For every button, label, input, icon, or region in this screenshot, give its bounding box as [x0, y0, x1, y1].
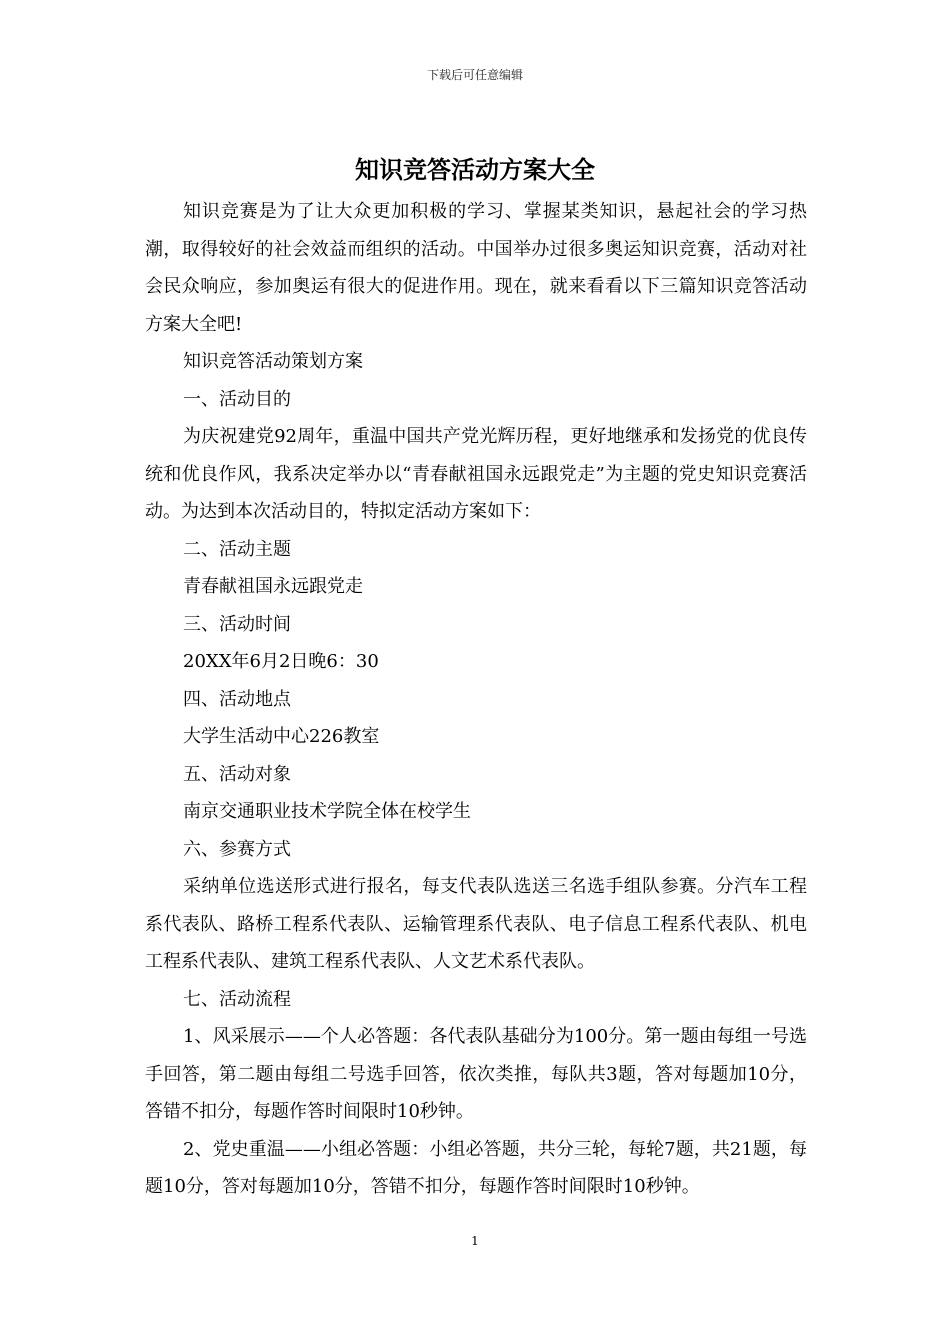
heading-purpose: 一、活动目的	[183, 388, 291, 410]
heading-theme: 二、活动主题	[183, 538, 291, 560]
audience-paragraph: 南京交通职业技术学院全体在校学生	[183, 801, 471, 822]
process-step-1-paragraph: 1、风采展示——个人必答题：各代表队基础分为100分。第一题由每组一号选手回答，第二题由每组二号选手回答，依次类推，每队共3题，答对每题加10分，答错不扣分，每题作答时间限时10秒钟。	[145, 1026, 807, 1122]
heading-audience: 五、活动对象	[183, 763, 291, 785]
heading-time: 三、活动时间	[183, 613, 291, 635]
purpose-paragraph: 为庆祝建党92周年，重温中国共产党光辉历程，更好地继承和发扬党的优良传统和优良作风，我系决定举办以“青春献祖国永远跟党走”为主题的党史知识竞赛活动。为达到本次活动目的，特拟定活动方案如下：	[145, 426, 807, 522]
participation-paragraph: 采纳单位选送形式进行报名，每支代表队选送三名选手组队参赛。分汽车工程系代表队、路桥工程系代表队、运输管理系代表队、电子信息工程系代表队、机电工程系代表队、建筑工程系代表队、人文艺术系代表队。	[145, 876, 807, 972]
heading-participation: 六、参赛方式	[183, 838, 291, 860]
document-title: 知识竞答活动方案大全	[355, 155, 595, 184]
page-header-note: 下载后可任意编辑	[426, 68, 523, 82]
heading-process: 七、活动流程	[183, 988, 291, 1010]
location-paragraph: 大学生活动中心226教室	[183, 726, 380, 747]
section-plan-title: 知识竞答活动策划方案	[183, 351, 363, 372]
time-paragraph: 20XX年6月2日晚6：30	[183, 651, 379, 672]
heading-location: 四、活动地点	[183, 688, 291, 710]
document-body	[145, 193, 807, 1206]
process-step-2-paragraph: 2、党史重温——小组必答题：小组必答题，共分三轮，每轮7题，共21题，每题10分，答对每题加10分，答错不扣分，每题作答时间限时10秒钟。	[145, 1138, 807, 1197]
intro-paragraph: 知识竞赛是为了让大众更加积极的学习、掌握某类知识，悬起社会的学习热潮，取得较好的社会效益而组织的活动。中国举办过很多奥运知识竞赛，活动对社会民众响应，参加奥运有很大的促进作用。现在，就来看看以下三篇知识竞答活动方案大全吧!	[145, 201, 807, 335]
theme-paragraph: 青春献祖国永远跟党走	[183, 576, 363, 597]
page-number: 1	[471, 1234, 479, 1248]
